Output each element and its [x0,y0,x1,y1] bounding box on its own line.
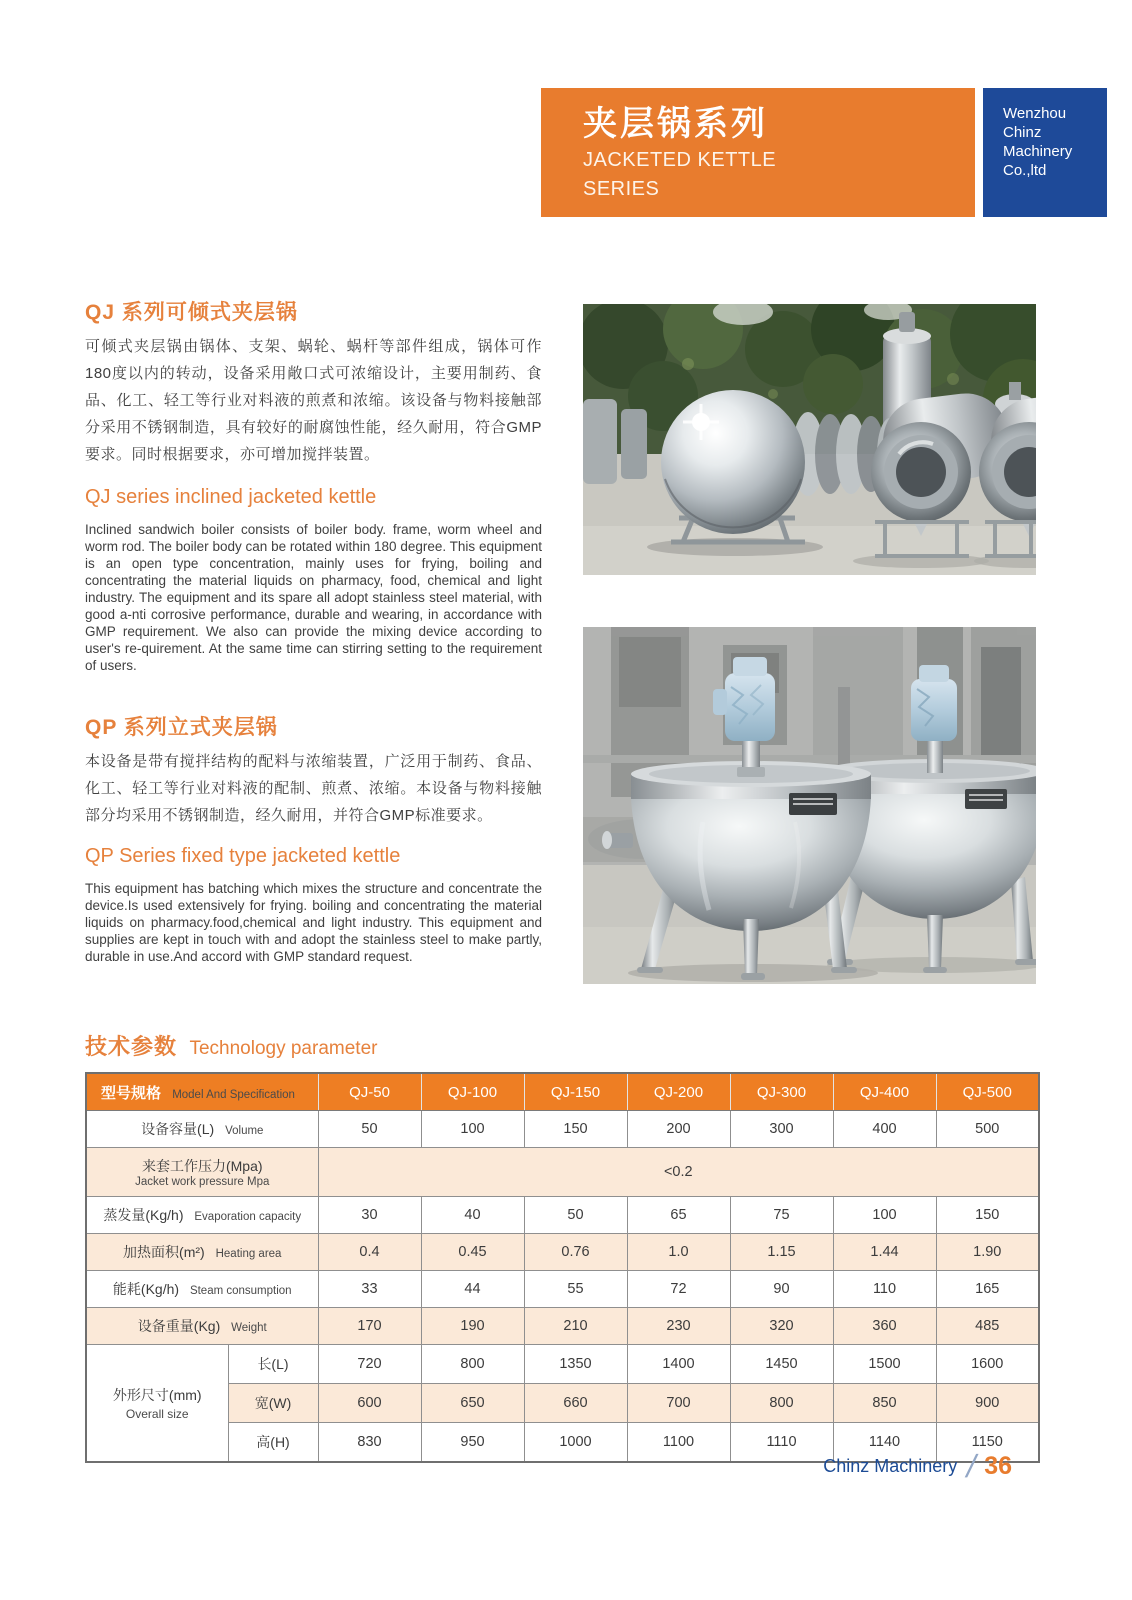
row-label-cn: 来套工作压力(Mpa) [141,1157,263,1174]
overall-size-en: Overall size [125,1407,189,1421]
page-footer [823,1448,1012,1485]
row-label [86,1111,318,1148]
spec-cell: 33 [318,1271,421,1308]
table-row-heating-area [86,1234,1039,1271]
spec-cell: 320 [730,1308,833,1345]
spec-cell: 100 [421,1111,524,1148]
spec-cell: 660 [524,1384,627,1423]
spec-cell: 1150 [936,1423,1039,1463]
spec-header-cn: 型号规格 [101,1084,162,1102]
footer-separator: / [963,1448,981,1484]
header-banner [541,88,975,217]
row-label-cn: 加热面积(m²) [123,1244,205,1260]
size-sub-label: 高(H) [228,1423,318,1463]
section-body-qj-en: Inclined sandwich boiler consists of boiler body. frame, worm wheel and worm rod. The boiler body can be rotated within 180 degree. This equipment is an open type concentration, mainly uses for frying, boiling and concentrating the material liquids on pharmacy, food, chemical and light industry. The equipment and its spare all adopt stainless steel material, with good a-nti corrosive performance, durable and wearing, in accordance with GMP requirement. We also can provide the mixing device according to user's re-quirement. At the same time can stirring setting to the requirement of users. [85,522,542,673]
section-body-qp-cn: 本设备是带有搅拌结构的配料与浓缩装置，广泛用于制药、食品、化工、轻工等行业对料液的配制、煎煮、浓缩。本设备与物料接触部分均采用不锈钢制造，经久耐用，并符合GMP标准要求。 [85,753,542,824]
spec-cell: 150 [936,1197,1039,1234]
row-label [86,1234,318,1271]
spec-cell: 700 [627,1384,730,1423]
spec-cell: 720 [318,1345,421,1384]
spec-cell: 500 [936,1111,1039,1148]
model-column-header: QJ-300 [730,1073,833,1111]
model-column-header: QJ-200 [627,1073,730,1111]
spec-cell: 600 [318,1384,421,1423]
spec-header-en: Model And Specification [172,1088,295,1101]
model-column-header: QJ-100 [421,1073,524,1111]
spec-cell: 900 [936,1384,1039,1423]
page-number: 36 [984,1452,1012,1480]
spec-cell: 1450 [730,1345,833,1384]
row-label [86,1197,318,1234]
spec-cell: 300 [730,1111,833,1148]
table-row-steam [86,1271,1039,1308]
tech-params-heading-en: Technology parameter [189,1038,378,1059]
model-column-header: QJ-150 [524,1073,627,1111]
row-label-cn: 能耗(Kg/h) [112,1281,180,1297]
spec-cell: 55 [524,1271,627,1308]
spec-cell: 40 [421,1197,524,1234]
spec-cell: 1100 [627,1423,730,1463]
spec-cell: 1.44 [833,1234,936,1271]
footer-brand: Chinz Machinery [823,1456,958,1476]
tech-params-heading-cn: 技术参数 [85,1034,178,1059]
row-label [86,1271,318,1308]
row-label-cn: 设备重量(Kg) [137,1318,221,1334]
spec-cell: 150 [524,1111,627,1148]
table-row-volume [86,1111,1039,1148]
spec-cell: 110 [833,1271,936,1308]
spec-cell: 200 [627,1111,730,1148]
spec-cell: 400 [833,1111,936,1148]
row-label-en: Evaporation capacity [194,1211,302,1223]
spec-cell: 1110 [730,1423,833,1463]
table-row-evaporation [86,1197,1039,1234]
spec-cell: 210 [524,1308,627,1345]
model-column-header: QJ-50 [318,1073,421,1111]
spec-cell: 950 [421,1423,524,1463]
page-title-en-line2: SERIES [583,178,660,200]
spec-cell: 0.4 [318,1234,421,1271]
section-heading-qp-cn: QP 系列立式夹层锅 [85,716,278,739]
spec-cell: 100 [833,1197,936,1234]
spec-cell: 1.0 [627,1234,730,1271]
size-sub-label: 宽(W) [228,1384,318,1423]
spec-cell: 1.15 [730,1234,833,1271]
row-label-cn: 蒸发量(Kg/h) [103,1207,184,1223]
size-sub-label: 长(L) [228,1345,318,1384]
spec-cell: 800 [730,1384,833,1423]
page-title-cn: 夹层锅系列 [583,105,768,143]
row-label [86,1308,318,1345]
spec-cell: 1.90 [936,1234,1039,1271]
spec-cell: 90 [730,1271,833,1308]
spec-cell: 75 [730,1197,833,1234]
spec-cell: 850 [833,1384,936,1423]
spec-cell: 165 [936,1271,1039,1308]
tech-params-heading [85,1030,377,1061]
row-label-en: Steam consumption [189,1285,292,1297]
section-body-qj-cn: 可倾式夹层锅由锅体、支架、蜗轮、蜗杆等部件组成，锅体可作180度以内的转动，设备采用敞口式可浓缩设计，主要用制药、食品、化工、轻工等行业对料液的煎煮和浓缩。该设备与物料接触部分采用不锈钢制造，具有较好的耐腐蚀性能，经久耐用，符合GMP要求。同时根据要求，亦可增加搅拌装置。 [85,338,542,463]
spec-cell-span: <0.2 [318,1148,1039,1197]
spec-header-cell [86,1073,318,1111]
row-label-cn: 设备容量(L) [141,1121,215,1137]
model-column-header: QJ-400 [833,1073,936,1111]
table-row-length [86,1345,1039,1384]
company-line: Co.,ltd [1003,162,1047,179]
spec-table [85,1072,1040,1463]
spec-cell: 65 [627,1197,730,1234]
model-column-header: QJ-500 [936,1073,1039,1111]
spec-cell: 360 [833,1308,936,1345]
row-label-en: Weight [231,1322,267,1334]
section-heading-qj-en: QJ series inclined jacketed kettle [85,486,377,508]
spec-cell: 650 [421,1384,524,1423]
photo-vertical-jacketed-kettles [583,627,1036,984]
spec-cell: 1140 [833,1423,936,1463]
company-line: Machinery [1003,143,1073,160]
spec-cell: 1400 [627,1345,730,1384]
section-body-qp-en: This equipment has batching which mixes the structure and concentrate the device.Is used extensively for frying. boiling and concentrating the material liquids on pharmacy.food,chemical and light industry. This equipment and supplies are kept in touch with and adopt the stainless steel to make partly, durable in use.And accord with GMP standard request. [85,881,542,964]
company-line: Wenzhou [1003,105,1067,122]
spec-cell: 1350 [524,1345,627,1384]
spec-cell: 0.76 [524,1234,627,1271]
spec-cell: 1000 [524,1423,627,1463]
page-title-en-line1: JACKETED KETTLE [583,149,777,171]
spec-cell: 72 [627,1271,730,1308]
spec-cell: 50 [524,1197,627,1234]
spec-cell: 44 [421,1271,524,1308]
row-label-en: Volume [225,1125,264,1137]
overall-size-cell [86,1345,228,1463]
spec-cell: 170 [318,1308,421,1345]
overall-size-cn: 外形尺寸(mm) [112,1387,202,1403]
section-heading-qp-en: QP Series fixed type jacketed kettle [85,845,401,867]
section-heading-qj-cn: QJ 系列可倾式夹层锅 [85,301,298,324]
table-row-pressure [86,1148,1039,1197]
company-line: Chinz [1003,124,1042,141]
table-row-width [86,1384,1039,1423]
spec-cell: 1600 [936,1345,1039,1384]
spec-cell: 50 [318,1111,421,1148]
spec-cell: 190 [421,1308,524,1345]
row-label-en: Jacket work pressure Mpa [135,1175,270,1188]
spec-cell: 1500 [833,1345,936,1384]
spec-cell: 230 [627,1308,730,1345]
spec-cell: 0.45 [421,1234,524,1271]
photo-outdoor-inclined-kettles [583,304,1036,575]
spec-cell: 800 [421,1345,524,1384]
spec-cell: 30 [318,1197,421,1234]
spec-cell: 830 [318,1423,421,1463]
company-card [983,88,1107,217]
table-row-weight [86,1308,1039,1345]
spec-cell: 485 [936,1308,1039,1345]
row-label [86,1148,318,1197]
row-label-en: Heating area [215,1248,282,1260]
table-header-row [86,1073,1039,1111]
